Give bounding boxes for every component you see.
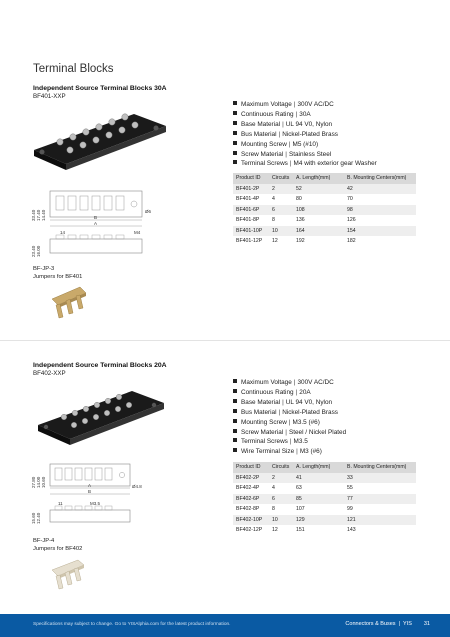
- col-length: A. Length(mm): [293, 173, 344, 184]
- dim-label-a: A: [88, 483, 92, 488]
- page-number: 31: [423, 621, 430, 627]
- dim-label-b: B: [94, 215, 98, 220]
- dim-side-2: 14.00: [36, 476, 41, 488]
- spec-item: Bus Material | Nickel-Plated Brass: [233, 130, 377, 140]
- table-row: BF401-6P 6 108 98: [233, 205, 416, 216]
- jumper-2-subtitle: Jumpers for BF402: [33, 546, 83, 552]
- spec-item: Base Material | UL 94 V0, Nylon: [233, 120, 377, 130]
- dimension-drawing-30a: [30, 185, 160, 265]
- footer-note: Specifications may subject to change. Go to YISAlphia.com for the latest product information.: [33, 622, 231, 627]
- dim-label-pitch: 11: [58, 501, 63, 506]
- col-mounting: B. Mounting Centers(mm): [344, 462, 416, 473]
- terminal-block-20a-photo: [32, 383, 172, 448]
- table-row: BF402-6P 6 85 77: [233, 494, 416, 505]
- footer-bar: [0, 614, 450, 637]
- dim-label-b: B: [88, 489, 92, 494]
- col-mounting: B. Mounting Centers(mm): [344, 173, 416, 184]
- table-row: BF401-2P 2 52 42: [233, 184, 416, 195]
- jumper-1-subtitle: Jumpers for BF401: [33, 274, 83, 280]
- footer-brand: YIS: [403, 621, 412, 627]
- dim-label-pitch: 14: [60, 230, 66, 235]
- jumper-bf-jp-3-photo: [50, 283, 90, 323]
- dim-side-1: 33.40: [31, 209, 36, 221]
- section-2-specs: [233, 378, 346, 457]
- dim-label-hole: Ø4.8: [132, 484, 142, 489]
- section-divider: [0, 340, 450, 341]
- footer-right: Connectors & Buses | YIS 31: [345, 621, 430, 627]
- table-row: BF401-12P 12 192 182: [233, 236, 416, 247]
- table-row: BF401-4P 4 80 70: [233, 194, 416, 205]
- section-1-table: [233, 173, 416, 247]
- dim-side-3: 10.60: [41, 476, 46, 488]
- col-circuits: Circuits: [269, 462, 293, 473]
- spec-item: Base Material | UL 94 V0, Nylon: [233, 398, 346, 408]
- col-product-id: Product ID: [233, 462, 269, 473]
- dim-label-hole: Ø6: [145, 209, 152, 214]
- jumper-bf-jp-4-photo: [50, 556, 90, 596]
- spec-item: Wire Terminal Size | M3 (#6): [233, 447, 346, 457]
- section-1-title: Independent Source Terminal Blocks 30A: [33, 85, 167, 92]
- col-length: A. Length(mm): [293, 462, 344, 473]
- terminal-block-30a-photo: [30, 108, 170, 173]
- footer-category: Connectors & Buses: [345, 621, 396, 627]
- table-row: BF402-10P 10 129 121: [233, 515, 416, 526]
- spec-item: Screw Material | Steel / Nickel Plated: [233, 428, 346, 438]
- jumper-1-title: BF-JP-3: [33, 266, 55, 272]
- dim-bottom-1: 23.40: [31, 245, 36, 257]
- dimension-drawing-20a: [30, 460, 150, 530]
- spec-item: Maximum Voltage | 300V AC/DC: [233, 378, 346, 388]
- dim-side-2: 17.40: [36, 209, 41, 221]
- jumper-2-title: BF-JP-4: [33, 538, 55, 544]
- spec-item: Mounting Screw | M5 (#10): [233, 140, 377, 150]
- col-circuits: Circuits: [269, 173, 293, 184]
- dim-bottom-2: 16.00: [36, 245, 41, 257]
- spec-item: Mounting Screw | M3.5 (#6): [233, 418, 346, 428]
- dim-side-3: 14.40: [41, 209, 46, 221]
- section-2-title: Independent Source Terminal Blocks 20A: [33, 362, 167, 369]
- table-row: BF402-4P 4 63 55: [233, 483, 416, 494]
- dim-label-screw: M4: [134, 230, 141, 235]
- dim-label-a: A: [94, 221, 98, 226]
- dim-label-screw: M3.5: [90, 501, 101, 506]
- spec-item: Maximum Voltage | 300V AC/DC: [233, 100, 377, 110]
- page-title: Terminal Blocks: [33, 63, 114, 75]
- table-row: BF402-8P 8 107 99: [233, 504, 416, 515]
- table-header-row: [233, 173, 416, 184]
- section-2-model: BF402-XXP: [33, 370, 66, 377]
- spec-item: Bus Material | Nickel-Plated Brass: [233, 408, 346, 418]
- spec-item: Continuous Rating | 30A: [233, 110, 377, 120]
- table-header-row: [233, 462, 416, 473]
- spec-item: Terminal Screws | M4 with exterior gear Washer: [233, 159, 377, 169]
- dim-bottom-1: 15.60: [31, 512, 36, 524]
- spec-item: Screw Material | Stainless Steel: [233, 150, 377, 160]
- table-row: BF402-2P 2 41 33: [233, 473, 416, 484]
- table-row: BF401-8P 8 136 126: [233, 215, 416, 226]
- section-1-specs: [233, 100, 377, 169]
- spec-item: Terminal Screws | M3.5: [233, 437, 346, 447]
- col-product-id: Product ID: [233, 173, 269, 184]
- dim-bottom-2: 12.40: [36, 512, 41, 524]
- table-row: BF401-10P 10 164 154: [233, 226, 416, 237]
- section-2-table: [233, 462, 416, 536]
- spec-item: Continuous Rating | 20A: [233, 388, 346, 398]
- table-row: BF402-12P 12 151 143: [233, 525, 416, 536]
- section-1-model: BF401-XXP: [33, 93, 66, 100]
- dim-side-1: 27.80: [31, 476, 36, 488]
